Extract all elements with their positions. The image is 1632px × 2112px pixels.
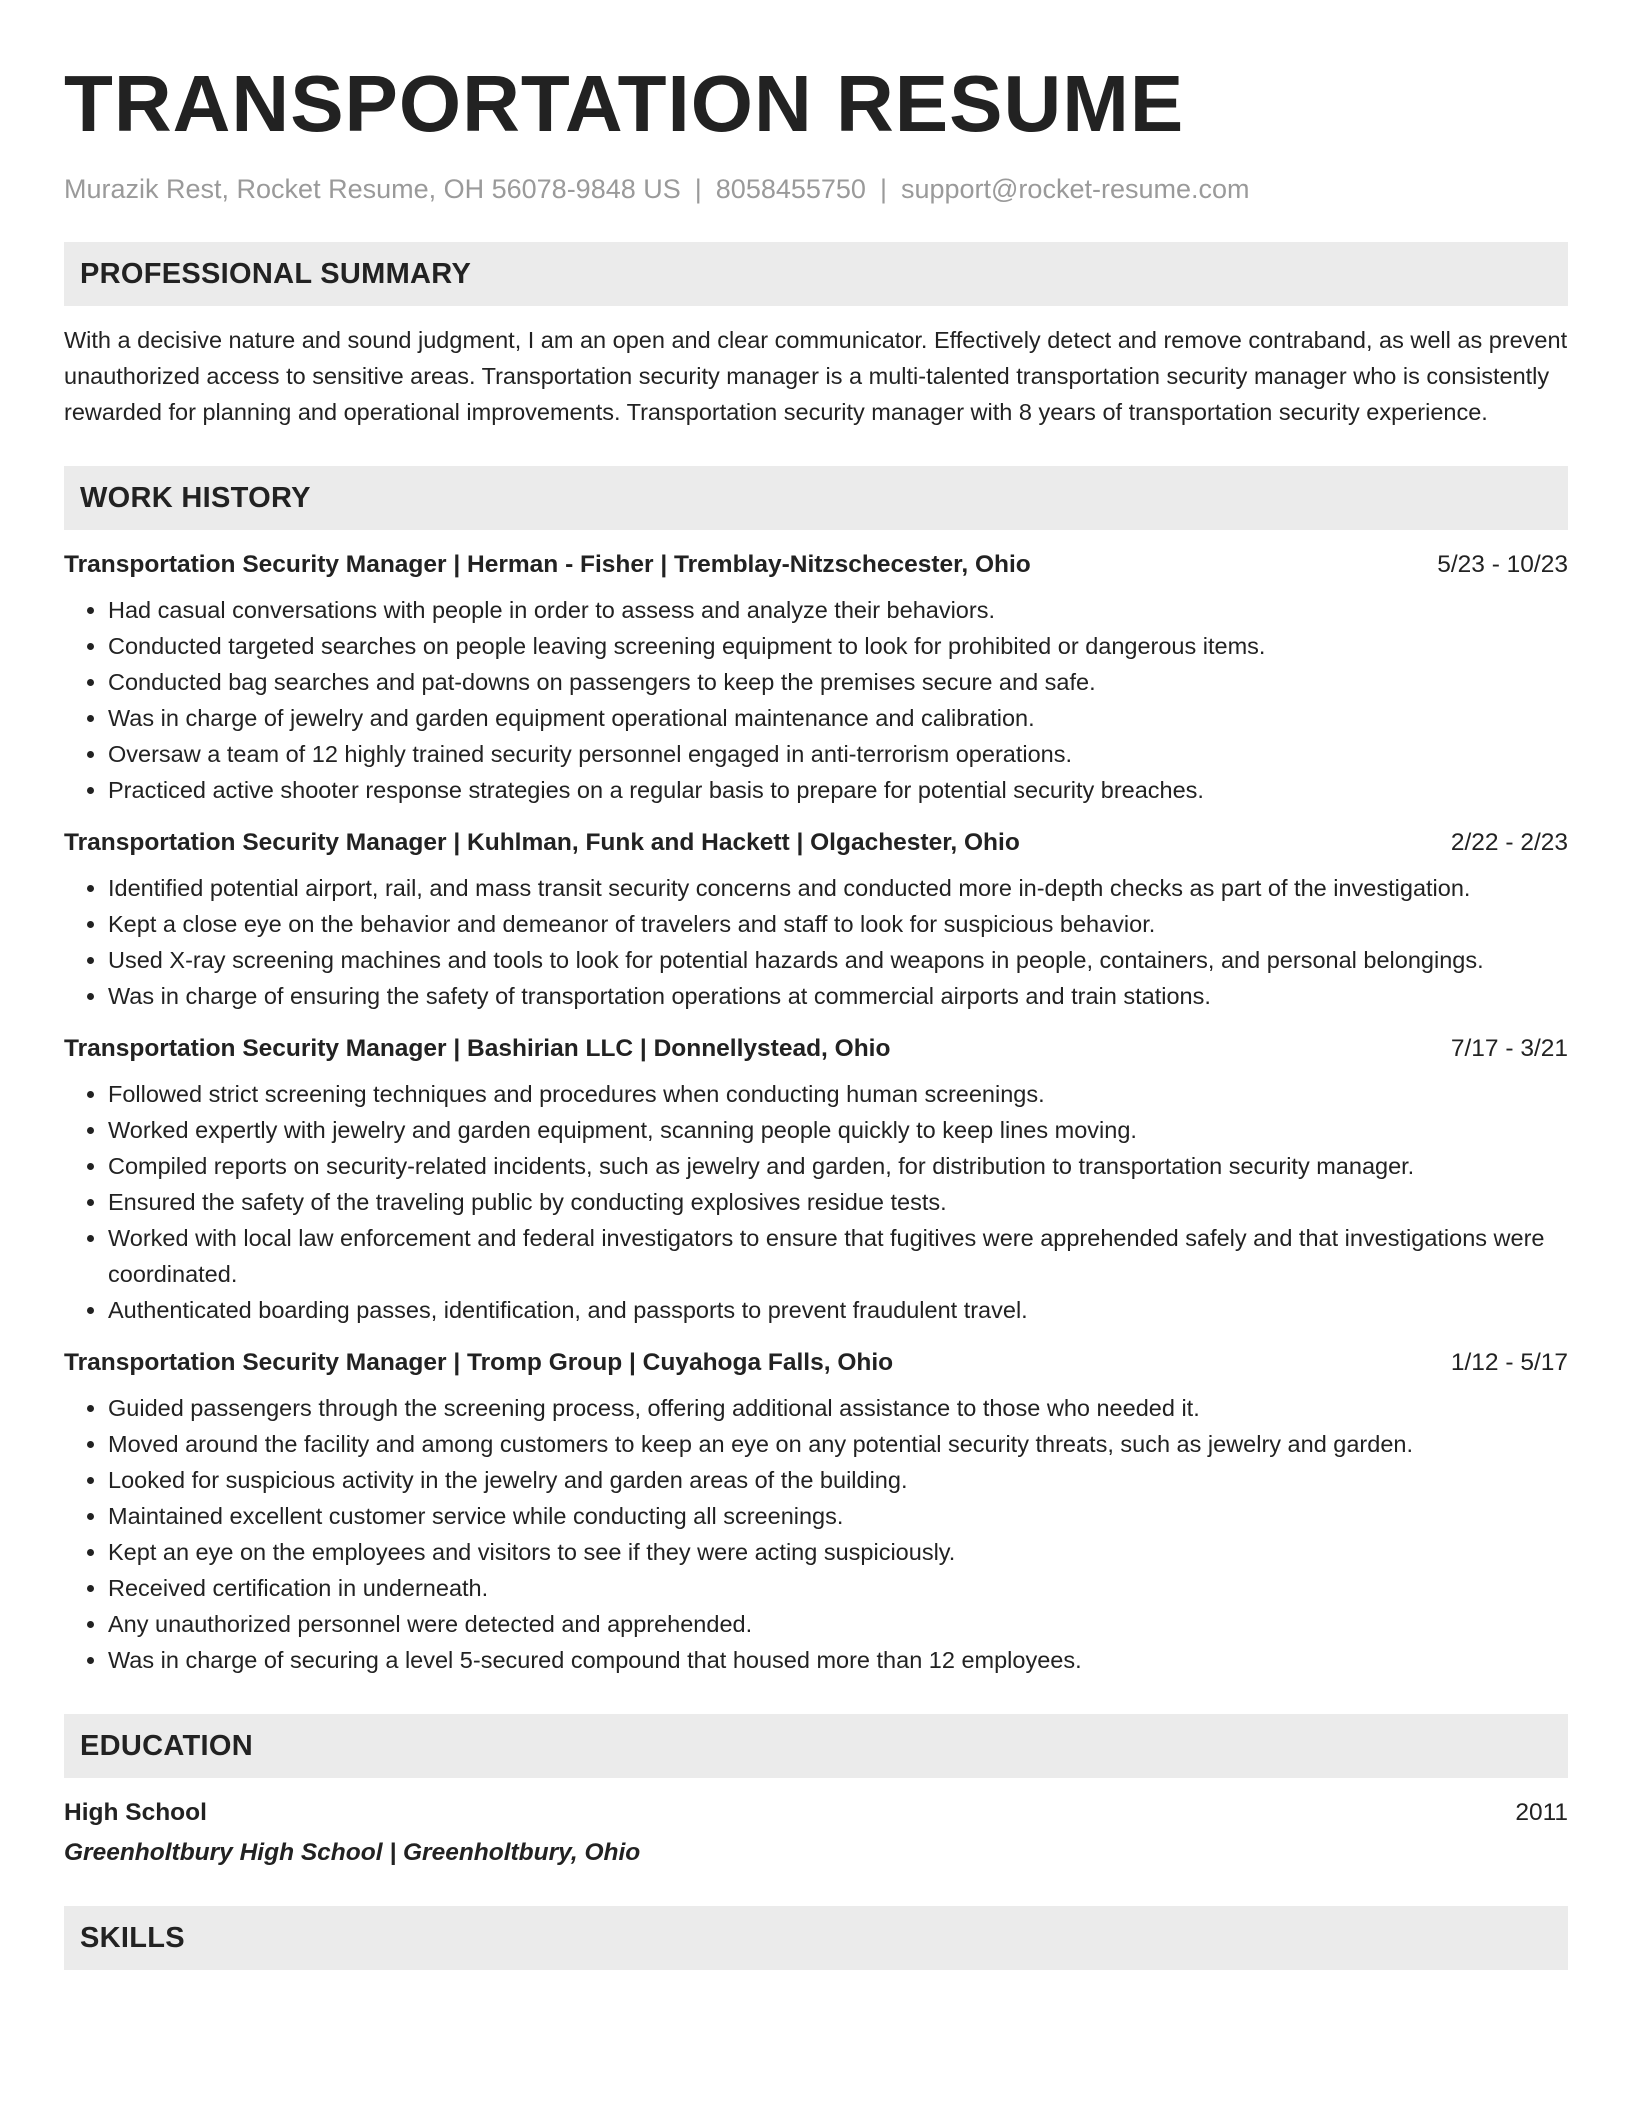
job-title: Transportation Security Manager | Tromp Group | Cuyahoga Falls, Ohio [64,1349,894,1376]
job-bullet: • Was in charge of securing a level 5-secured compound that housed more than 12 employees. [108,1642,1568,1678]
job-bullet: • Used X-ray screening machines and tools to look for potential hazards and weapons in people, containers, and personal belongings. [108,942,1568,978]
job-bullet: • Authenticated boarding passes, identification, and passports to prevent fraudulent travel. [108,1292,1568,1328]
job-bullet: • Looked for suspicious activity in the jewelry and garden areas of the building. [108,1462,1568,1498]
job-title: Transportation Security Manager | Bashirian LLC | Donnellystead, Ohio [64,1035,891,1062]
job-bullet: • Maintained excellent customer service while conducting all screenings. [108,1498,1568,1534]
work-history-heading: WORK HISTORY [64,466,1568,530]
job-bullet: • Worked with local law enforcement and federal investigators to ensure that fugitives were apprehended safely and that investigations were coordinated. [108,1220,1568,1292]
job-bullet: • Conducted bag searches and pat-downs on passengers to keep the premises secure and safe. [108,664,1568,700]
job-bullet: • Moved around the facility and among customers to keep an eye on any potential security threats, such as jewelry and garden. [108,1426,1568,1462]
job-bullet: • Guided passengers through the screening process, offering additional assistance to those who needed it. [108,1390,1568,1426]
contact-phone: 8058455750 [715,174,866,204]
job-entry [64,826,1568,1014]
education-year: 2011 [1515,1799,1568,1826]
job-dates: 2/22 - 2/23 [1450,829,1568,856]
education-heading: EDUCATION [64,1714,1568,1778]
job-bullet: • Any unauthorized personnel were detected and apprehended. [108,1606,1568,1642]
contact-email: support@rocket-resume.com [900,174,1250,204]
education-degree: High School [64,1799,207,1826]
job-entry [64,548,1568,808]
education-school: Greenholtbury High School | Greenholtbury, Ohio [64,1839,641,1866]
job-header [64,548,1568,582]
job-header [64,1346,1568,1380]
job-bullet: • Ensured the safety of the traveling public by conducting explosives residue tests. [108,1184,1568,1220]
job-entry [64,1346,1568,1678]
education-entry [64,1796,1568,1830]
job-title: Transportation Security Manager | Herman - Fisher | Tremblay-Nitzschecester, Ohio [64,551,1031,578]
work-history-list [64,548,1568,1678]
contact-separator: | [879,174,887,204]
contact-line [64,172,1568,206]
job-dates: 5/23 - 10/23 [1437,551,1568,578]
job-bullet: • Oversaw a team of 12 highly trained security personnel engaged in anti-terrorism operations. [108,736,1568,772]
job-bullet-list [64,870,1568,1014]
job-title: Transportation Security Manager | Kuhlman, Funk and Hackett | Olgachester, Ohio [64,829,1020,856]
resume-name: TRANSPORTATION RESUME [64,59,1185,148]
summary-text: With a decisive nature and sound judgment, I am an open and clear communicator. Effectively detect and remove contraband, as well as prevent unauthorized access to sensitive areas. Transportation security manager is a multi-talented transportation security manager who is consistently rewarded for planning and operational improvements. Transportation security manager with 8 years of transportation security experience. [64,327,1568,425]
job-bullet: • Compiled reports on security-related incidents, such as jewelry and garden, for distribution to transportation security manager. [108,1148,1568,1184]
job-header [64,826,1568,860]
job-bullet: • Practiced active shooter response strategies on a regular basis to prepare for potential security breaches. [108,772,1568,808]
contact-address: Murazik Rest, Rocket Resume, OH 56078-9848 US [64,174,681,204]
summary-heading: PROFESSIONAL SUMMARY [64,242,1568,306]
skills-heading: SKILLS [64,1906,1568,1970]
job-bullet: • Identified potential airport, rail, and mass transit security concerns and conducted more in-depth checks as part of the investigation. [108,870,1568,906]
job-entry [64,1032,1568,1328]
job-bullet: • Kept an eye on the employees and visitors to see if they were acting suspiciously. [108,1534,1568,1570]
job-bullet: • Conducted targeted searches on people leaving screening equipment to look for prohibited or dangerous items. [108,628,1568,664]
job-header [64,1032,1568,1066]
job-dates: 7/17 - 3/21 [1450,1035,1568,1062]
job-bullet: • Was in charge of ensuring the safety of transportation operations at commercial airports and train stations. [108,978,1568,1014]
job-bullet-list [64,592,1568,808]
job-bullet: • Received certification in underneath. [108,1570,1568,1606]
resume-page [64,58,1568,1970]
job-bullet: • Followed strict screening techniques and procedures when conducting human screenings. [108,1076,1568,1112]
job-bullet-list [64,1076,1568,1328]
job-bullet: • Had casual conversations with people in order to assess and analyze their behaviors. [108,592,1568,628]
job-bullet: • Worked expertly with jewelry and garden equipment, scanning people quickly to keep lines moving. [108,1112,1568,1148]
contact-separator: | [694,174,702,204]
job-bullet-list [64,1390,1568,1678]
job-bullet: • Was in charge of jewelry and garden equipment operational maintenance and calibration. [108,700,1568,736]
job-bullet: • Kept a close eye on the behavior and demeanor of travelers and staff to look for suspicious behavior. [108,906,1568,942]
job-dates: 1/12 - 5/17 [1450,1349,1568,1376]
